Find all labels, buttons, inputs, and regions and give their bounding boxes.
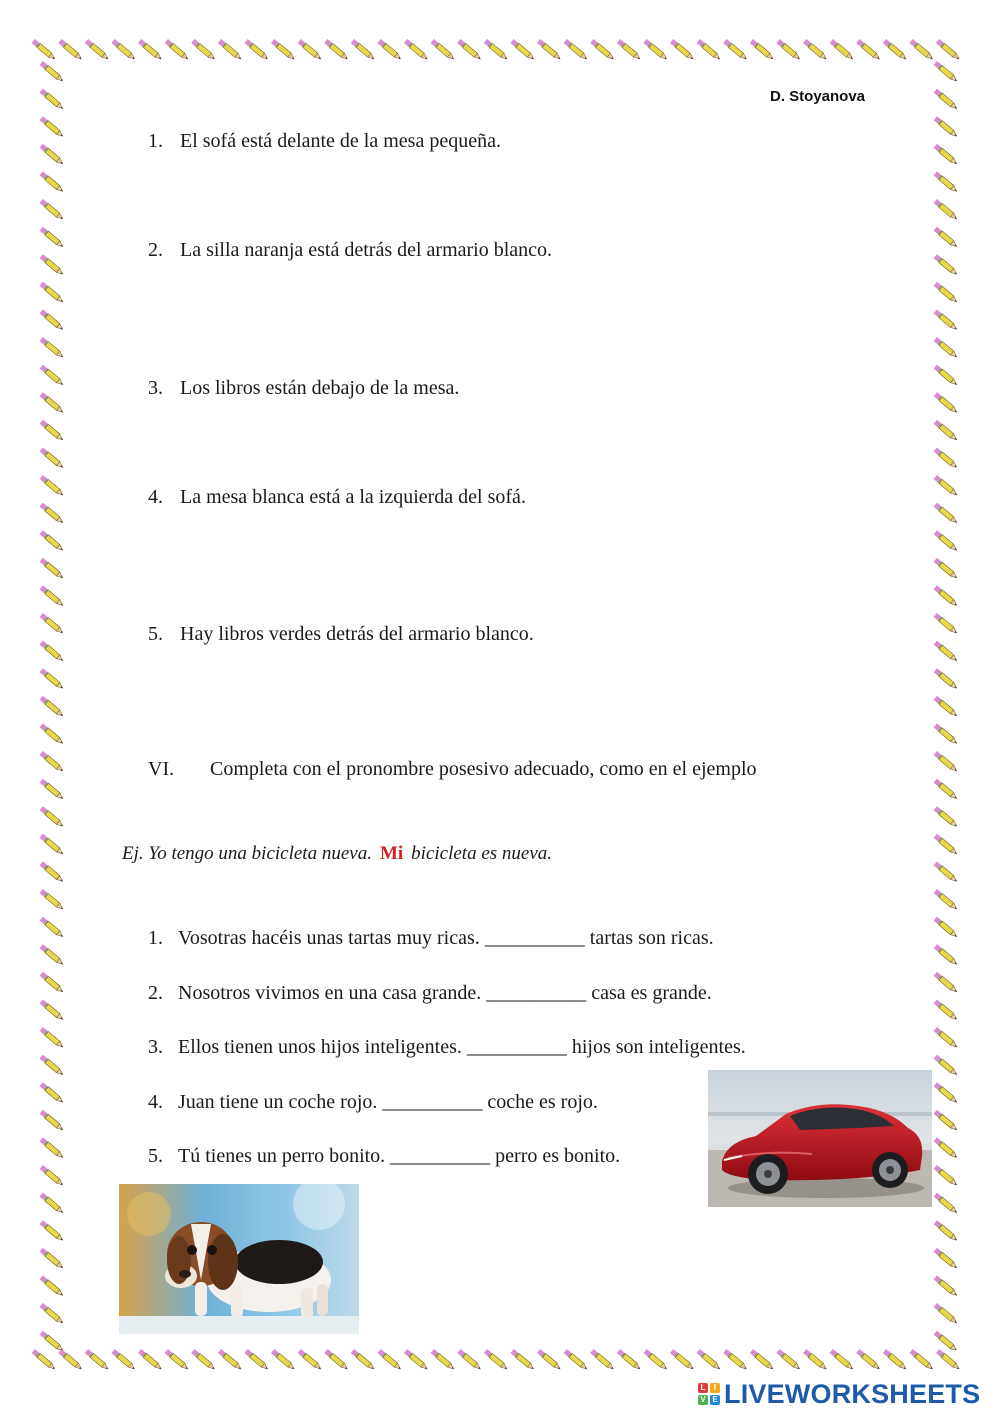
pencil-icon: [85, 1349, 110, 1371]
pencil-icon: [934, 641, 959, 663]
statement-1: [148, 130, 501, 153]
logo-mark-letter: E: [710, 1395, 720, 1405]
exercise-1: [148, 927, 714, 950]
statement-text: Hay libros verdes detrás del armario blanco.: [180, 623, 534, 645]
pencil-icon: [40, 171, 65, 193]
pencil-icon: [934, 999, 959, 1021]
pencil-icon: [40, 199, 65, 221]
pencil-icon: [40, 144, 65, 166]
exercise-5: [148, 1145, 620, 1168]
pencil-icon: [40, 861, 65, 883]
pencil-icon: [431, 1349, 456, 1371]
pencil-icon: [40, 641, 65, 663]
section-number: VI.: [148, 758, 175, 780]
pencil-icon: [40, 1303, 65, 1325]
pencil-icon: [32, 1349, 57, 1371]
statement-text: La silla naranja está detrás del armario blanco.: [180, 239, 553, 261]
pencil-icon: [298, 1349, 323, 1371]
exercise-text: Tú tienes un perro bonito. __________ perro es bonito.: [178, 1145, 621, 1167]
pencil-border-top: [30, 28, 970, 76]
pencil-icon: [40, 779, 65, 801]
pencil-icon: [244, 39, 269, 61]
pencil-icon: [218, 1349, 243, 1371]
pencil-icon: [934, 1275, 959, 1297]
pencil-icon: [40, 613, 65, 635]
exercise-number: 3.: [148, 1036, 163, 1058]
pencil-icon: [40, 723, 65, 745]
pencil-icon: [776, 39, 801, 61]
pencil-icon: [934, 1165, 959, 1187]
statement-number: 1.: [148, 130, 163, 152]
pencil-icon: [165, 1349, 190, 1371]
pencil-icon: [431, 39, 456, 61]
pencil-icon: [457, 39, 482, 61]
pencil-icon: [40, 889, 65, 911]
pencil-icon: [40, 1193, 65, 1215]
pencil-icon: [934, 917, 959, 939]
pencil-icon: [643, 1349, 668, 1371]
statement-5: [148, 623, 534, 646]
example-line: [122, 843, 552, 865]
exercise-number: 1.: [148, 927, 163, 949]
pencil-icon: [934, 309, 959, 331]
exercise-text: Nosotros vivimos en una casa grande. __________ casa es grande.: [178, 982, 712, 1004]
pencil-icon: [723, 1349, 748, 1371]
pencil-icon: [883, 39, 908, 61]
exercise-2: [148, 982, 712, 1005]
pencil-icon: [40, 1165, 65, 1187]
pencil-icon: [934, 696, 959, 718]
pencil-icon: [564, 39, 589, 61]
pencil-icon: [40, 337, 65, 359]
pencil-icon: [165, 39, 190, 61]
statement-3: [148, 377, 459, 400]
pencil-border-bottom: [30, 1336, 970, 1384]
pencil-icon: [351, 39, 376, 61]
pencil-icon: [934, 613, 959, 635]
pencil-icon: [40, 1082, 65, 1104]
pencil-icon: [40, 89, 65, 111]
pencil-icon: [111, 1349, 136, 1371]
pencil-icon: [40, 806, 65, 828]
pencil-icon: [138, 1349, 163, 1371]
pencil-icon: [670, 1349, 695, 1371]
logo-mark-letter: V: [698, 1395, 708, 1405]
pencil-icon: [934, 1110, 959, 1132]
pencil-icon: [934, 365, 959, 387]
pencil-icon: [564, 1349, 589, 1371]
pencil-icon: [934, 889, 959, 911]
pencil-icon: [643, 39, 668, 61]
pencil-icon: [58, 1349, 83, 1371]
pencil-icon: [909, 39, 934, 61]
pencil-icon: [934, 1303, 959, 1325]
statement-2: [148, 239, 552, 262]
pencil-icon: [40, 392, 65, 414]
pencil-icon: [40, 1137, 65, 1159]
pencil-icon: [191, 39, 216, 61]
statement-number: 3.: [148, 377, 163, 399]
pencil-icon: [934, 144, 959, 166]
pencil-icon: [324, 39, 349, 61]
pencil-icon: [934, 1331, 959, 1350]
pencil-icon: [934, 1082, 959, 1104]
red-car-photo: [708, 1070, 932, 1207]
pencil-icon: [111, 39, 136, 61]
statement-text: El sofá está delante de la mesa pequeña.: [180, 130, 501, 152]
pencil-icon: [934, 199, 959, 221]
pencil-icon: [934, 972, 959, 994]
pencil-icon: [617, 39, 642, 61]
pencil-icon: [85, 39, 110, 61]
exercise-4: [148, 1091, 598, 1114]
pencil-icon: [40, 1275, 65, 1297]
pencil-icon: [723, 39, 748, 61]
pencil-icon: [934, 1193, 959, 1215]
pencil-icon: [351, 1349, 376, 1371]
pencil-icon: [909, 1349, 934, 1371]
pencil-icon: [40, 1248, 65, 1270]
pencil-icon: [404, 39, 429, 61]
pencil-icon: [934, 585, 959, 607]
pencil-icon: [934, 61, 959, 83]
pencil-icon: [377, 1349, 402, 1371]
pencil-icon: [590, 1349, 615, 1371]
pencil-icon: [40, 751, 65, 773]
section-title: Completa con el pronombre posesivo adecuado, como en el ejemplo: [210, 758, 757, 780]
pencil-icon: [40, 1331, 65, 1350]
pencil-icon: [377, 39, 402, 61]
pencil-icon: [457, 1349, 482, 1371]
pencil-icon: [883, 1349, 908, 1371]
pencil-icon: [40, 696, 65, 718]
exercise-3: [148, 1036, 746, 1059]
pencil-icon: [510, 39, 535, 61]
pencil-icon: [590, 39, 615, 61]
pencil-icon: [40, 475, 65, 497]
pencil-icon: [510, 1349, 535, 1371]
pencil-icon: [40, 668, 65, 690]
logo-mark-letter: L: [698, 1383, 708, 1393]
pencil-icon: [298, 39, 323, 61]
statement-number: 5.: [148, 623, 163, 645]
statement-text: La mesa blanca está a la izquierda del sofá.: [180, 486, 526, 508]
statement-text: Los libros están debajo de la mesa.: [180, 377, 460, 399]
pencil-icon: [218, 39, 243, 61]
pencil-icon: [40, 116, 65, 138]
pencil-icon: [934, 779, 959, 801]
exercise-number: 5.: [148, 1145, 163, 1167]
pencil-icon: [58, 39, 83, 61]
pencil-icon: [40, 1027, 65, 1049]
pencil-icon: [803, 39, 828, 61]
pencil-icon: [934, 558, 959, 580]
pencil-icon: [32, 39, 57, 61]
pencil-icon: [138, 39, 163, 61]
exercise-text: Juan tiene un coche rojo. __________ coche es rojo.: [178, 1091, 598, 1113]
pencil-icon: [934, 116, 959, 138]
pencil-icon: [750, 39, 775, 61]
pencil-icon: [936, 39, 961, 61]
section-heading: [148, 758, 757, 781]
pencil-icon: [40, 447, 65, 469]
pencil-icon: [776, 1349, 801, 1371]
pencil-icon: [934, 834, 959, 856]
pencil-icon: [40, 972, 65, 994]
pencil-icon: [484, 1349, 509, 1371]
pencil-icon: [40, 365, 65, 387]
pencil-icon: [40, 585, 65, 607]
pencil-icon: [934, 420, 959, 442]
pencil-icon: [934, 337, 959, 359]
pencil-icon: [617, 1349, 642, 1371]
pencil-icon: [934, 227, 959, 249]
pencil-icon: [934, 254, 959, 276]
pencil-icon: [40, 309, 65, 331]
pencil-icon: [856, 1349, 881, 1371]
pencil-icon: [934, 1220, 959, 1242]
beagle-puppy-photo: [119, 1184, 359, 1334]
pencil-icon: [40, 1220, 65, 1242]
example-answer: Mi: [379, 843, 404, 864]
pencil-icon: [670, 39, 695, 61]
pencil-icon: [934, 944, 959, 966]
pencil-icon: [934, 282, 959, 304]
pencil-icon: [934, 447, 959, 469]
pencil-icon: [934, 723, 959, 745]
pencil-icon: [934, 1137, 959, 1159]
pencil-border-left: [30, 60, 78, 1350]
exercise-number: 2.: [148, 982, 163, 1004]
pencil-icon: [830, 1349, 855, 1371]
pencil-icon: [40, 420, 65, 442]
pencil-icon: [803, 1349, 828, 1371]
pencil-icon: [537, 1349, 562, 1371]
pencil-icon: [271, 1349, 296, 1371]
logo-text: LIVEWORKSHEETS: [724, 1378, 981, 1409]
logo-mark-icon: [698, 1383, 720, 1405]
pencil-icon: [40, 944, 65, 966]
pencil-icon: [40, 530, 65, 552]
statement-number: 4.: [148, 486, 163, 508]
pencil-icon: [191, 1349, 216, 1371]
pencil-icon: [856, 39, 881, 61]
pencil-icon: [934, 861, 959, 883]
pencil-icon: [40, 227, 65, 249]
pencil-icon: [40, 61, 65, 83]
example-before: Ej. Yo tengo una bicicleta nueva.: [122, 843, 372, 864]
pencil-icon: [936, 1349, 961, 1371]
pencil-icon: [697, 39, 722, 61]
statement-4: [148, 486, 526, 509]
statement-number: 2.: [148, 239, 163, 261]
pencil-icon: [40, 254, 65, 276]
pencil-icon: [934, 806, 959, 828]
exercise-number: 4.: [148, 1091, 163, 1113]
pencil-icon: [244, 1349, 269, 1371]
pencil-icon: [830, 39, 855, 61]
pencil-icon: [934, 530, 959, 552]
pencil-icon: [40, 917, 65, 939]
pencil-icon: [934, 751, 959, 773]
logo-mark-letter: I: [710, 1383, 720, 1393]
liveworksheets-logo: [698, 1378, 980, 1410]
pencil-icon: [271, 39, 296, 61]
example-after: bicicleta es nueva.: [411, 843, 553, 864]
pencil-icon: [40, 834, 65, 856]
pencil-icon: [934, 1027, 959, 1049]
pencil-icon: [934, 392, 959, 414]
pencil-icon: [40, 999, 65, 1021]
pencil-icon: [934, 89, 959, 111]
author-name: D. Stoyanova: [770, 88, 866, 105]
pencil-icon: [40, 503, 65, 525]
exercise-text: Vosotras hacéis unas tartas muy ricas. __________ tartas son ricas.: [178, 927, 714, 949]
pencil-icon: [404, 1349, 429, 1371]
pencil-icon: [934, 503, 959, 525]
pencil-icon: [697, 1349, 722, 1371]
pencil-icon: [40, 1110, 65, 1132]
pencil-icon: [484, 39, 509, 61]
pencil-icon: [40, 282, 65, 304]
exercise-text: Ellos tienen unos hijos inteligentes. __________ hijos son inteligentes.: [178, 1036, 746, 1058]
pencil-icon: [324, 1349, 349, 1371]
pencil-icon: [40, 1055, 65, 1077]
pencil-icon: [934, 171, 959, 193]
pencil-icon: [934, 1055, 959, 1077]
pencil-icon: [934, 1248, 959, 1270]
pencil-icon: [934, 668, 959, 690]
pencil-icon: [40, 558, 65, 580]
pencil-icon: [934, 475, 959, 497]
pencil-icon: [537, 39, 562, 61]
pencil-icon: [750, 1349, 775, 1371]
